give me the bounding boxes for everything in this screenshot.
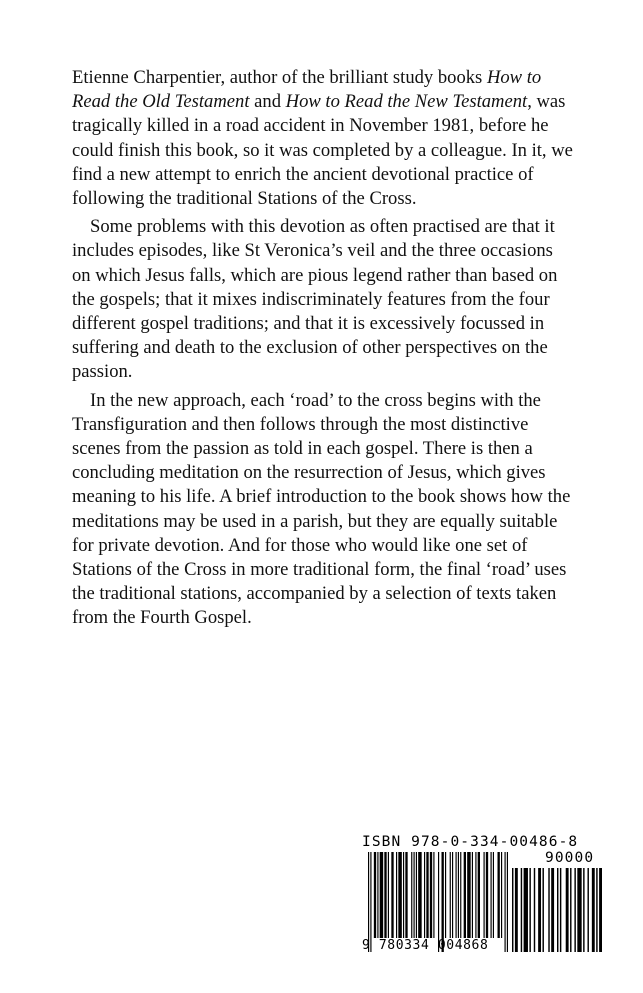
barcode-bar — [570, 868, 571, 952]
barcode-bar — [534, 868, 535, 952]
description-paragraph-3 — [72, 389, 576, 631]
barcode-bar — [388, 852, 389, 938]
barcode-bar — [524, 868, 528, 952]
barcode-bar — [430, 852, 432, 938]
barcode-bar — [458, 852, 459, 938]
paragraph-1-text-a: Etienne Charpentier, author of the brilliant study books — [72, 67, 487, 88]
barcode-bar — [515, 868, 518, 952]
barcode-bar — [405, 852, 407, 938]
barcode-bar — [418, 852, 422, 938]
barcode-bar — [391, 852, 393, 938]
barcode-bar — [501, 852, 502, 938]
description-paragraph-2 — [72, 215, 576, 384]
barcode-bar — [460, 852, 461, 938]
description-paragraph-1 — [72, 66, 576, 211]
barcode-bar — [396, 852, 397, 938]
barcode-bar — [529, 868, 530, 952]
paragraph-1-text-b: and — [249, 91, 286, 113]
barcode-bar — [484, 852, 485, 938]
barcode-bar — [374, 852, 376, 938]
book-title-old-testament: How to Read the Old Testament — [72, 67, 542, 113]
barcode-bar — [596, 868, 597, 952]
barcode-bar — [472, 852, 473, 938]
barcode-bar — [380, 852, 384, 938]
barcode-bar — [486, 852, 488, 938]
paragraph-3-text: In the new approach, each ‘road’ to the cross begins with the Transfiguration and then follows through the most distinctive scenes from the passion as told in each gospel. There is then a concluding meditation on the resurrection of Jesus, which gives meaning to his life. A brief introduction to the book shows how the meditations may be used in a parish, but they are equally suitable for private devotion. And for those who would like one set of Stations of the Cross in more traditional form, the final ‘road’ uses the traditional stations, accompanied by a selection of texts taken from the Fourth Gospel. — [72, 389, 571, 629]
barcode-bar — [478, 852, 480, 938]
barcode-bar — [368, 852, 369, 952]
isbn-label: ISBN 978-0-334-00486-8 — [362, 834, 579, 850]
barcode-bar — [414, 852, 415, 938]
barcode-bar — [493, 852, 494, 938]
barcode-bar — [512, 868, 513, 952]
barcode-bar — [445, 852, 446, 938]
barcode-bar — [450, 852, 451, 938]
barcode-bar — [370, 852, 371, 952]
barcode-bar — [577, 868, 581, 952]
barcode-bar — [403, 852, 404, 938]
barcode-bar — [538, 868, 541, 952]
barcode-bar — [377, 852, 378, 938]
barcode-bar — [426, 852, 428, 938]
book-title-new-testament: How to Read the New Testament — [285, 91, 528, 113]
barcode-bar — [467, 852, 471, 938]
back-cover-description — [72, 66, 576, 631]
paragraph-1-text-c: , was tragically killed in a road accident in November 1981, before he could finish this book, so it was completed by a colleague. In it, we find a new attempt to enrich the ancient devotional practice of following the traditional Stations of the Cross. — [72, 91, 573, 210]
barcode-bar — [438, 852, 439, 952]
barcode-bar — [498, 852, 500, 938]
barcode-bar — [592, 868, 595, 952]
barcode-bar — [491, 852, 492, 938]
barcode-bar — [551, 868, 554, 952]
barcode-bar — [548, 868, 549, 952]
barcode-bar — [542, 868, 543, 952]
barcode-bar — [384, 852, 386, 938]
barcode-bar — [411, 852, 412, 938]
paragraph-2-text: Some problems with this devotion as often practised are that it includes episodes, like St Veronica’s veil and the three occasions on which Jesus falls, which are pious legend rather than based on the gospels; that it mixes indiscriminately features from the four different gospel traditions; and that it is excessively focussed in suffering and death to the exclusion of other perspectives on the passion. — [72, 216, 558, 383]
addon-barcode-bars — [512, 868, 602, 952]
barcode-bar — [507, 852, 508, 952]
barcode-bar — [442, 852, 444, 952]
barcode-bar — [599, 868, 602, 952]
barcode-bar — [566, 868, 569, 952]
ean-barcode-bars — [368, 852, 508, 952]
price-code: 90000 — [545, 850, 595, 866]
barcode-bar — [574, 868, 575, 952]
barcode-bar — [464, 852, 466, 938]
barcode-bar — [475, 852, 476, 938]
barcode-bar — [560, 868, 561, 952]
barcode-bar — [587, 868, 588, 952]
barcode-bar — [521, 868, 522, 952]
barcode-bar — [505, 852, 506, 952]
barcode-bar — [424, 852, 425, 938]
isbn-barcode — [362, 834, 604, 954]
barcode-bar — [416, 852, 417, 938]
barcode-bar — [583, 868, 584, 952]
barcode-bar — [452, 852, 453, 938]
barcode-bar — [456, 852, 457, 938]
barcode-bar — [433, 852, 434, 938]
ean-digits: 9 780334 004868 — [362, 938, 489, 953]
barcode-bar — [557, 868, 558, 952]
barcode-bar — [398, 852, 402, 938]
